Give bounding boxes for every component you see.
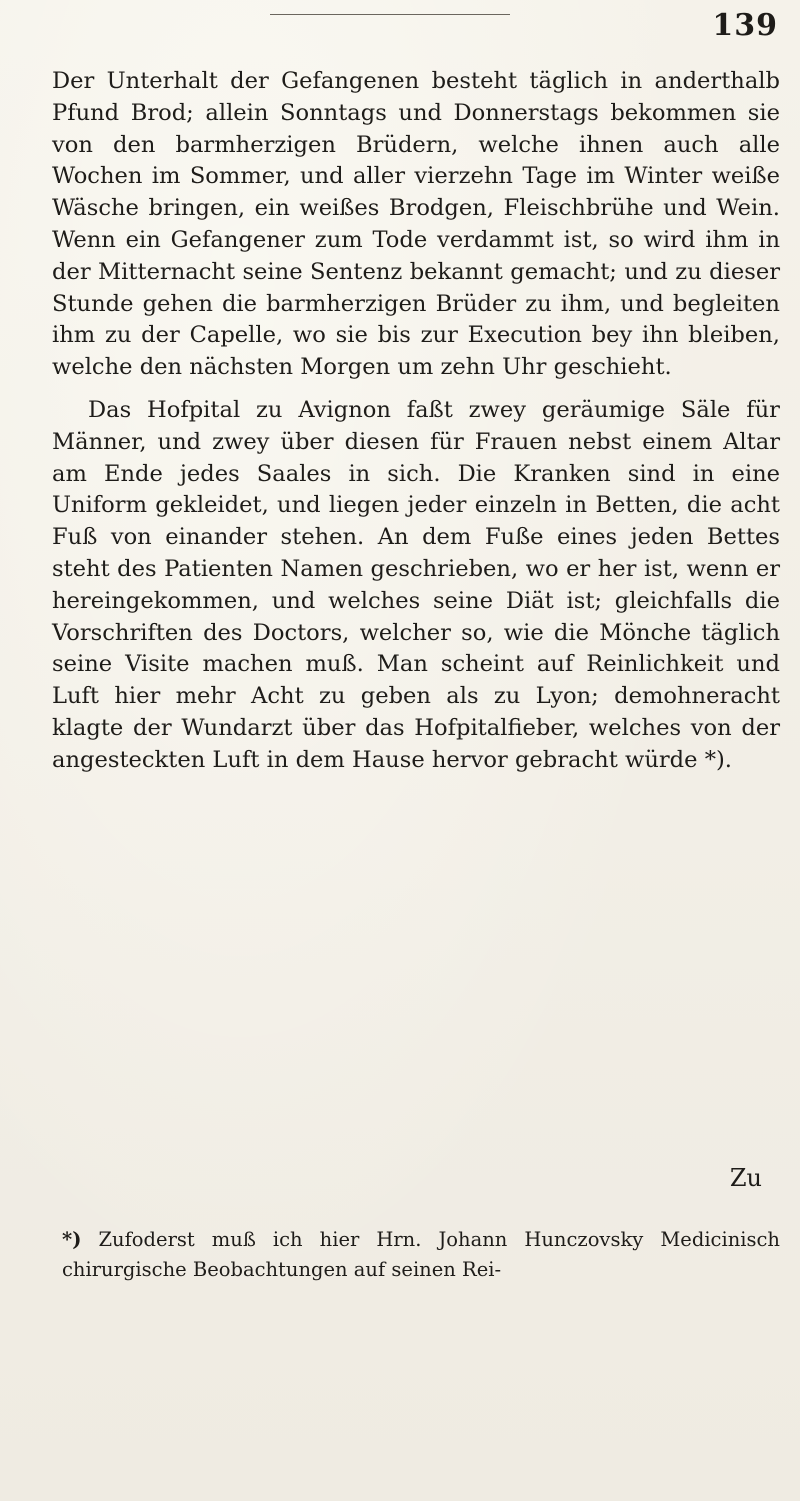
paragraph-1: Der Unterhalt der Gefangenen besteht täglich in anderthalb Pfund Brod; allein Sonntags und Donnerstags bekommen sie von den barmherzigen Brüdern, welche ihnen auch alle Wochen im Sommer, und aller vierzehn Tage im Winter weiße Wäsche bringen, ein weißes Brodgen, Fleischbrühe und Wein. Wenn ein Gefangener zum Tode verdammt ist, so wird ihm in der Mitternacht seine Sentenz bekannt gemacht; und zu dieser Stunde gehen die barmherzigen Brüder zu ihm, und begleiten ihm zu der Capelle, wo sie bis zur Execution bey ihn bleiben, welche den nächsten Morgen um zehn Uhr geschieht.: [52, 68, 780, 381]
page-number: 139: [712, 8, 778, 43]
body-text: [52, 66, 780, 777]
header-rule: [270, 14, 510, 15]
footnote-marker: *): [62, 1228, 82, 1251]
footnote-text: Zufoderst muß ich hier Hrn. Johann Hunczovsky Medicinisch chirurgische Beobachtungen auf seinen Rei-: [62, 1228, 780, 1281]
footnote: [62, 1225, 780, 1285]
paragraph-2: Das Hofpital zu Avignon faßt zwey geräumige Säle für Männer, und zwey über diesen für Frauen nebst einem Altar am Ende jedes Saales in sich. Die Kranken sind in eine Uniform gekleidet, und liegen jeder einzeln in Betten, die acht Fuß von einander stehen. An dem Fuße eines jeden Bettes steht des Patienten Namen geschrieben, wo er her ist, wenn er hereingekommen, und welches seine Diät ist; gleichfalls die Vorschriften des Doctors, welcher so, wie die Mönche täglich seine Visite machen muß. Man scheint auf Reinlichkeit und Luft hier mehr Acht zu geben als zu Lyon; demohneracht klagte der Wundarzt über das Hofpitalfieber, welches von der angesteckten Luft in dem Hause hervor gebracht würde *).: [52, 396, 780, 773]
catchword: Zu: [729, 1164, 762, 1192]
